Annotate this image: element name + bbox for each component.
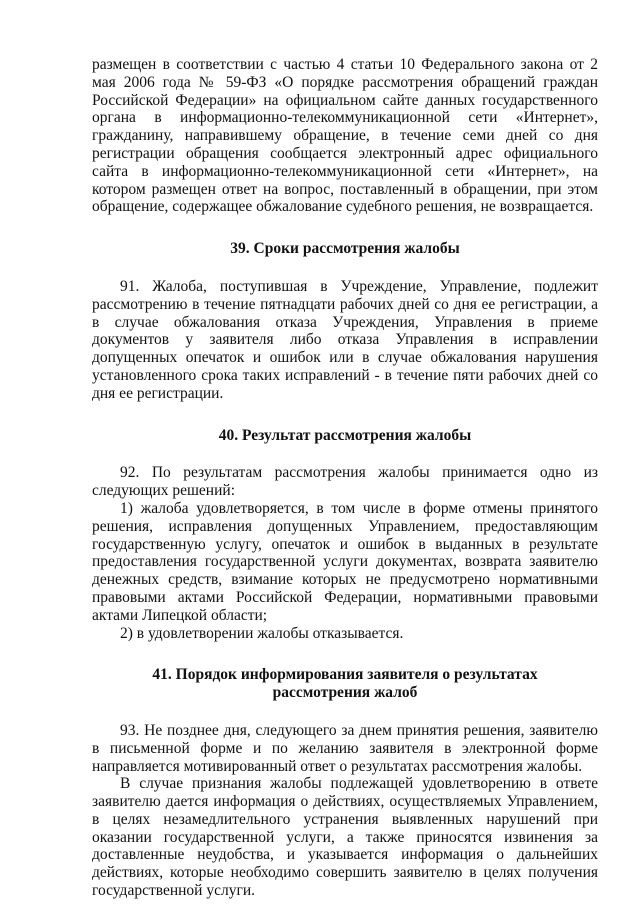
paragraph-93-continuation: В случае признания жалобы подлежащей удовлетворению в ответе заявителю дается информация о действиях, осуществляемых Управлением, в целях незамедлительного устранения выявленных нарушений при оказании государственной услуги, а также приносятся извинения за доставленные неудобства, и указывается информация о дальнейших действиях, которые необходимо совершить заявителю в целях получения государственной услуги. [92, 775, 598, 900]
paragraph-91: 91. Жалоба, поступившая в Учреждение, Управление, подлежит рассмотрению в течение пятнадцати рабочих дней со дня ее регистрации, а в случае обжалования отказа Учреждения, Управления в приеме документов у заявителя либо отказа Управления в исправлении допущенных опечаток и ошибок или в случае обжалования нарушения установленного срока таких исправлений - в течение пяти рабочих дней со дня ее регистрации. [92, 277, 598, 402]
section-41-heading [92, 666, 598, 702]
decision-item-1: 1) жалоба удовлетворяется, в том числе в форме отмены принятого решения, исправления допущенных Управлением, предоставляющим государственную услугу, опечаток и ошибок в выданных в результате предоставления государственной услуги документах, возврата заявителю денежных средств, взимание которых не предусмотрено нормативными правовыми актами Российской Федерации, нормативными правовыми актами Липецкой области; [92, 499, 598, 624]
paragraph-93: 93. Не позднее дня, следующего за днем принятия решения, заявителю в письменной форме и по желанию заявителя в электронной форме направляется мотивированный ответ о результатах рассмотрения жалобы. [92, 721, 598, 775]
section-41-heading-line1: 41. Порядок информирования заявителя о результатах [152, 666, 538, 684]
paragraph-92: 92. По результатам рассмотрения жалобы принимается одно из следующих решений: [92, 464, 598, 500]
section-41-heading-line2: рассмотрения жалоб [272, 684, 418, 702]
intro-paragraph: размещен в соответствии с частью 4 статьи 10 Федерального закона от 2 мая 2006 года № 59-ФЗ «О порядке рассмотрения обращений граждан Российской Федерации» на официальном сайте данных государственного органа в информационно-телекоммуникационной сети «Интернет», гражданину, направившему обращение, в течение семи дней со дня регистрации обращения сообщается электронный адрес официального сайта в информационно-телекоммуникационной сети «Интернет», на котором размещен ответ на вопрос, поставленный в обращении, при этом обращение, содержащее обжалование судебного решения, не возвращается. [92, 56, 598, 216]
decision-item-2: 2) в удовлетворении жалобы отказывается. [120, 624, 404, 642]
section-40-heading: 40. Результат рассмотрения жалобы [218, 426, 472, 444]
section-39-heading: 39. Сроки рассмотрения жалобы [230, 240, 460, 258]
document-page [92, 56, 598, 900]
